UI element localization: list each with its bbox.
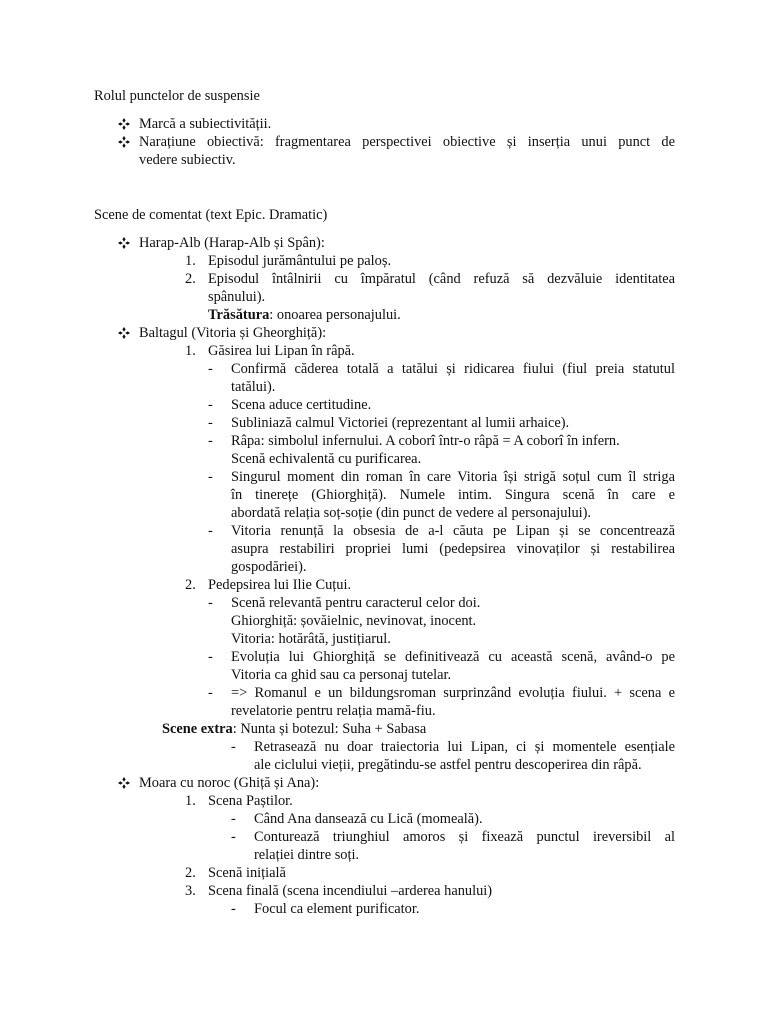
bullet-icon xyxy=(118,234,134,252)
dash-item-continued: abordată relația soț-soție (din punct de vedere al personajului). xyxy=(231,505,592,521)
dash-item: Retrasează nu doar traiectoria lui Lipan, ci și momentele esențiale xyxy=(254,739,675,755)
dash-item: Vitoria renunță la obsesia de a-l căuta pe Lipan și se concentrează xyxy=(231,523,675,539)
dash-marker: - xyxy=(208,361,213,377)
list-number: 2. xyxy=(185,577,196,593)
list-item: Episodul jurământului pe paloș. xyxy=(208,253,392,269)
bullet-text: Narațiune obiectivă: fragmentarea perspectivei obiective și inserția unui punct de xyxy=(139,134,675,150)
dash-marker: - xyxy=(231,811,236,827)
dash-item-continued: Ghiorghiță: șovăielnic, nevinovat, inocent. xyxy=(231,613,477,629)
section-title-scene-comentat: Scene de comentat (text Epic. Dramatic) xyxy=(94,207,328,223)
dash-marker: - xyxy=(231,901,236,917)
dash-item: => Romanul e un bildungsroman surprinzând evoluția fiului. + scena e xyxy=(231,685,675,701)
dash-item-continued: în tinerețe (Ghiorghiță). Numele intim. Singura scenă în care e xyxy=(231,487,675,503)
dash-item-continued: revelatorie pentru relația mamă-fiu. xyxy=(231,703,436,719)
dash-item-continued: asupra restabiliri propriei lumi (pedepsirea vinovaților și restabilirea xyxy=(231,541,675,557)
list-item: Episodul întâlnirii cu împăratul (când refuză să dezvăluie identitatea xyxy=(208,271,675,287)
bullet-icon xyxy=(118,324,134,342)
dash-marker: - xyxy=(208,397,213,413)
dash-marker: - xyxy=(208,685,213,701)
list-item: Găsirea lui Lipan în râpă. xyxy=(208,343,355,359)
bullet-text: Marcă a subiectivității. xyxy=(139,116,272,132)
dash-marker: - xyxy=(208,523,213,539)
list-number: 1. xyxy=(185,343,196,359)
bullet-icon xyxy=(118,774,134,792)
dash-marker: - xyxy=(208,649,213,665)
dash-item-continued: Scenă echivalentă cu purificarea. xyxy=(231,451,422,467)
dash-item-continued: Vitoria: hotărâtă, justițiarul. xyxy=(231,631,391,647)
dash-item-continued: gospodăriei). xyxy=(231,559,307,575)
dash-item: Conturează triunghiul amoros și fixează punctul ireversibil al xyxy=(254,829,675,845)
dash-item: Singurul moment din roman în care Vitoria își strigă soțul cum îl striga xyxy=(231,469,675,485)
trait-label: Trăsătura xyxy=(208,307,270,323)
list-number: 1. xyxy=(185,253,196,269)
bullet-icon xyxy=(118,115,134,133)
section-title-punctele-suspensie: Rolul punctelor de suspensie xyxy=(94,88,260,104)
list-item: Scena Paștilor. xyxy=(208,793,293,809)
bullet-icon xyxy=(118,133,134,151)
trait-line xyxy=(208,306,401,324)
dash-item: Confirmă căderea totală a tatălui și ridicarea fiului (fiul preia statutul xyxy=(231,361,675,377)
dash-item-continued: ale ciclului vieții, pregătindu-se astfel pentru descoperirea din râpă. xyxy=(254,757,642,773)
dash-marker: - xyxy=(231,739,236,755)
trait-text: : onoarea personajului. xyxy=(269,307,401,323)
dash-item: Evoluția lui Ghiorghiță se definitivează cu această scenă, având-o pe xyxy=(231,649,675,665)
list-number: 2. xyxy=(185,271,196,287)
dash-marker: - xyxy=(208,433,213,449)
dash-item: Subliniază calmul Victoriei (reprezentant al lumii arhaice). xyxy=(231,415,570,431)
dash-item: Scena aduce certitudine. xyxy=(231,397,372,413)
heading-harap-alb: Harap-Alb (Harap-Alb și Spân): xyxy=(139,235,325,251)
list-number: 3. xyxy=(185,883,196,899)
dash-marker: - xyxy=(231,829,236,845)
scene-extra-line xyxy=(162,720,426,738)
dash-item-continued: Vitoria ca ghid sau ca personaj tutelar. xyxy=(231,667,452,683)
list-item: Pedepsirea lui Ilie Cuțui. xyxy=(208,577,352,593)
list-number: 2. xyxy=(185,865,196,881)
dash-marker: - xyxy=(208,469,213,485)
dash-marker: - xyxy=(208,415,213,431)
dash-item: Când Ana dansează cu Lică (momeală). xyxy=(254,811,483,827)
list-item-continued: spânului). xyxy=(208,289,266,305)
list-number: 1. xyxy=(185,793,196,809)
heading-baltagul: Baltagul (Vitoria și Gheorghiță): xyxy=(139,325,327,341)
dash-item: Focul ca element purificator. xyxy=(254,901,420,917)
bullet-text-continued: vedere subiectiv. xyxy=(139,152,236,168)
dash-item-continued: relației dintre soți. xyxy=(254,847,360,863)
list-item: Scena finală (scena incendiului –arderea hanului) xyxy=(208,883,493,899)
list-item: Scenă inițială xyxy=(208,865,286,881)
dash-marker: - xyxy=(208,595,213,611)
dash-item: Scenă relevantă pentru caracterul celor doi. xyxy=(231,595,481,611)
dash-item: Râpa: simbolul infernului. A coborî într-o râpă = A coborî în infern. xyxy=(231,433,620,449)
scene-extra-text: : Nunta și botezul: Suha + Sabasa xyxy=(232,721,427,737)
dash-item-continued: tatălui). xyxy=(231,379,276,395)
heading-moara-cu-noroc: Moara cu noroc (Ghiță și Ana): xyxy=(139,775,320,791)
scene-extra-label: Scene extra xyxy=(162,721,233,737)
